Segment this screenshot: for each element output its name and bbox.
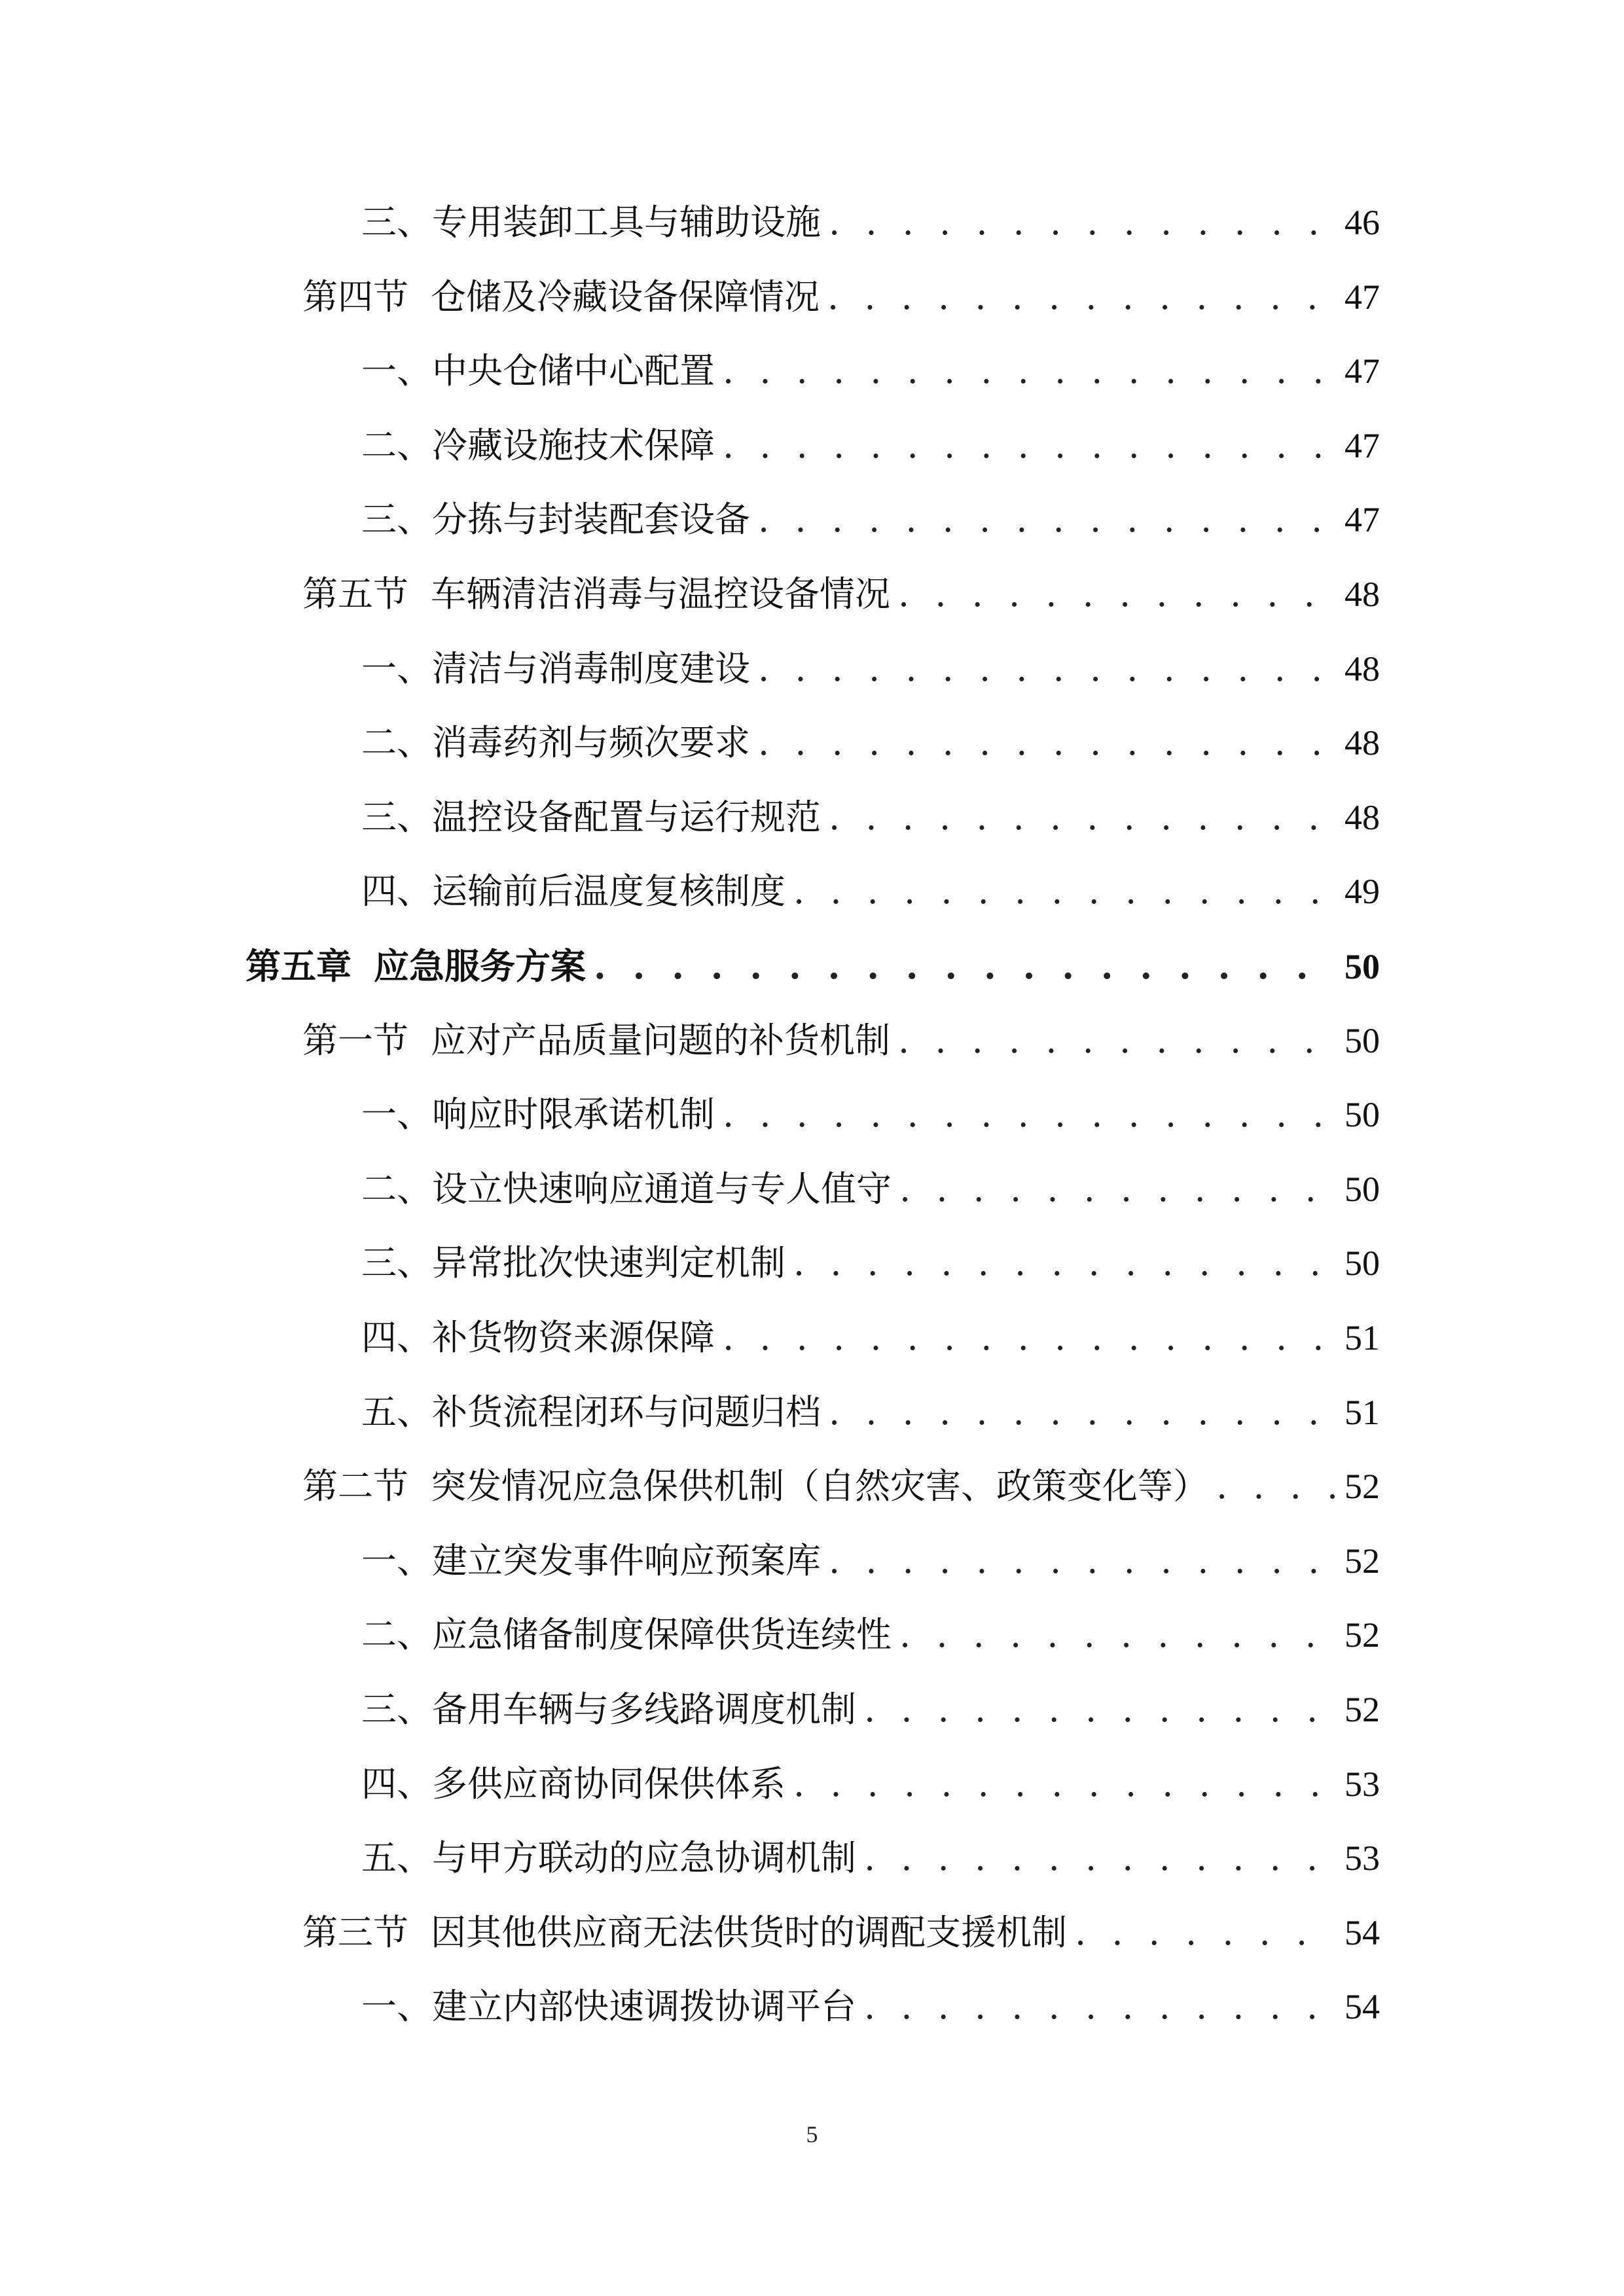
page-number: 5 [806, 2121, 818, 2147]
toc-entry[interactable] [361, 791, 1380, 844]
toc-entry-page-number: 47 [1344, 351, 1380, 391]
toc-entry[interactable] [361, 865, 1380, 918]
toc-entry-page-number: 48 [1344, 649, 1380, 689]
toc-entry-prefix: 二、 [361, 424, 432, 466]
toc-entry-title: 消毒药剂与频次要求 [432, 722, 750, 764]
toc-leader-dots [827, 271, 1335, 323]
toc-entry-page-number: 50 [1344, 1169, 1380, 1209]
toc-entry-prefix: 五、 [361, 1391, 432, 1433]
toc-entry[interactable] [302, 568, 1380, 620]
toc-entry-prefix: 一、 [361, 350, 432, 392]
toc-entry[interactable] [302, 1460, 1380, 1513]
toc-entry-page-number: 52 [1344, 1690, 1380, 1729]
toc-entry[interactable] [361, 1535, 1380, 1587]
toc-entry-prefix: 二、 [361, 722, 432, 764]
toc-entry-title: 温控设备配置与运行规范 [432, 796, 821, 838]
toc-entry[interactable] [361, 493, 1380, 546]
toc-entry[interactable] [361, 196, 1380, 249]
toc-entry-prefix: 一、 [361, 647, 432, 689]
toc-entry-page-number: 54 [1344, 1987, 1380, 2027]
toc-entry-prefix: 二、 [361, 1614, 432, 1656]
toc-leader-dots [723, 1312, 1335, 1364]
toc-entry-page-number: 48 [1344, 797, 1380, 837]
toc-entry-title: 备用车辆与多线路调度机制 [432, 1689, 856, 1730]
toc-entry-prefix: 四、 [361, 1763, 432, 1804]
toc-entry[interactable] [361, 1609, 1380, 1661]
toc-leader-dots [723, 345, 1335, 397]
toc-entry-page-number: 47 [1344, 500, 1380, 540]
toc-entry[interactable] [361, 420, 1380, 472]
toc-leader-dots [829, 1386, 1335, 1439]
toc-leader-dots [793, 1237, 1335, 1289]
toc-entry-title: 异常批次快速判定机制 [432, 1242, 785, 1284]
toc-entry[interactable] [361, 717, 1380, 769]
toc-entry-title: 运输前后温度复核制度 [432, 870, 785, 912]
toc-entry-prefix: 一、 [361, 1986, 432, 2028]
toc-entry-prefix: 三、 [361, 202, 432, 243]
toc-entry-prefix: 三、 [361, 499, 432, 541]
toc-leader-dots [864, 1981, 1335, 2033]
toc-leader-dots [899, 1609, 1335, 1661]
toc-entry-title: 专用装卸工具与辅助设施 [432, 202, 821, 243]
toc-entry-title: 与甲方联动的应急协调机制 [432, 1837, 856, 1879]
toc-entry-prefix: 五、 [361, 1837, 432, 1879]
toc-leader-dots [864, 1832, 1335, 1884]
toc-entry-prefix: 第二节 [302, 1465, 408, 1507]
toc-entry-title: 设立快速响应通道与专人值守 [432, 1168, 892, 1210]
toc-leader-dots [898, 1014, 1335, 1067]
toc-entry-prefix: 第一节 [302, 1019, 408, 1061]
toc-entry-page-number: 51 [1344, 1318, 1380, 1357]
toc-entry-prefix: 一、 [361, 1094, 432, 1136]
toc-entry[interactable] [361, 1237, 1380, 1289]
toc-entry-prefix: 四、 [361, 1317, 432, 1358]
toc-entry[interactable] [302, 1907, 1380, 1959]
toc-entry-prefix: 二、 [361, 1168, 432, 1210]
toc-leader-dots [758, 493, 1335, 546]
toc-entry-page-number: 52 [1344, 1467, 1380, 1507]
toc-entry-prefix: 三、 [361, 796, 432, 838]
toc-entry[interactable] [302, 1014, 1380, 1067]
toc-leader-dots [723, 1088, 1335, 1141]
toc-entry-page-number: 52 [1344, 1541, 1380, 1581]
toc-entry-prefix: 第五章 [245, 945, 352, 987]
toc-entry-page-number: 51 [1344, 1392, 1380, 1432]
toc-entry-title: 补货流程闭环与问题归档 [432, 1391, 821, 1433]
toc-entry-title: 车辆清洁消毒与温控设备情况 [431, 573, 890, 615]
toc-entry-page-number: 50 [1344, 947, 1380, 986]
toc-entry[interactable] [361, 1758, 1380, 1810]
toc-entry-prefix: 三、 [361, 1242, 432, 1284]
toc-entry-title: 应对产品质量问题的补货机制 [431, 1019, 890, 1061]
toc-entry-page-number: 50 [1344, 1244, 1380, 1283]
toc-entry-page-number: 48 [1344, 575, 1380, 614]
toc-entry-title: 中央仓储中心配置 [432, 350, 715, 392]
toc-leader-dots [793, 1758, 1335, 1810]
toc-entry[interactable] [361, 1683, 1380, 1736]
toc-entry-title: 分拣与封装配套设备 [432, 499, 750, 541]
toc-leader-dots [829, 196, 1335, 249]
toc-entry-prefix: 一、 [361, 1539, 432, 1581]
toc-entry-title: 建立内部快速调拨协调平台 [432, 1986, 856, 2028]
toc-entry-title: 多供应商协同保供体系 [432, 1763, 785, 1804]
toc-entry-page-number: 47 [1344, 277, 1380, 317]
toc-entry-page-number: 50 [1344, 1095, 1380, 1135]
toc-entry-prefix: 第四节 [302, 276, 408, 317]
toc-entry-page-number: 54 [1344, 1912, 1380, 1952]
toc-leader-dots [829, 1535, 1335, 1587]
toc-entry-title: 清洁与消毒制度建设 [432, 647, 750, 689]
toc-entry-title: 建立突发事件响应预案库 [432, 1539, 821, 1581]
toc-entry[interactable] [361, 1312, 1380, 1364]
toc-entry-title: 因其他供应商无法供货时的调配支援机制 [431, 1911, 1067, 1953]
toc-entry-title: 应急储备制度保障供货连续性 [432, 1614, 892, 1656]
toc-entry-page-number: 53 [1344, 1764, 1380, 1804]
toc-leader-dots [898, 568, 1335, 620]
toc-entry-page-number: 50 [1344, 1020, 1380, 1060]
toc-entry-title: 补货物资来源保障 [432, 1317, 715, 1358]
toc-entry-page-number: 47 [1344, 425, 1380, 465]
toc-entry-page-number: 52 [1344, 1615, 1380, 1655]
toc-entry[interactable] [361, 1832, 1380, 1884]
toc-leader-dots [758, 717, 1335, 769]
toc-leader-dots [829, 791, 1335, 844]
toc-entry[interactable] [361, 1163, 1380, 1215]
toc-entry-page-number: 53 [1344, 1839, 1380, 1878]
toc-entry-page-number: 48 [1344, 723, 1380, 763]
toc-entry[interactable] [245, 940, 1380, 992]
toc-leader-dots [1216, 1460, 1335, 1513]
toc-leader-dots [723, 420, 1335, 472]
toc-leader-dots [864, 1683, 1335, 1736]
toc-entry-prefix: 第三节 [302, 1911, 408, 1953]
toc-entry[interactable] [361, 345, 1380, 397]
toc-entry-title: 仓储及冷藏设备保障情况 [431, 276, 820, 317]
toc-entry-prefix: 四、 [361, 870, 432, 912]
toc-leader-dots [793, 865, 1335, 918]
toc-leader-dots [1075, 1907, 1335, 1959]
toc-entry[interactable] [361, 1386, 1380, 1439]
toc-entry-prefix: 三、 [361, 1689, 432, 1730]
toc-entry[interactable] [361, 1088, 1380, 1141]
toc-leader-dots [594, 940, 1335, 992]
toc-entry-title: 冷藏设施技术保障 [432, 424, 715, 466]
toc-entry-page-number: 49 [1344, 872, 1380, 912]
toc-leader-dots [758, 643, 1335, 695]
toc-entry-prefix: 第五节 [302, 573, 408, 615]
toc-entry[interactable] [361, 643, 1380, 695]
toc-leader-dots [899, 1163, 1335, 1215]
toc-entry[interactable] [302, 271, 1380, 323]
toc-entry-page-number: 46 [1344, 203, 1380, 242]
toc-entry-title: 响应时限承诺机制 [432, 1094, 715, 1136]
toc-entry-title: 突发情况应急保供机制（自然灾害、政策变化等） [431, 1465, 1208, 1507]
toc-entry[interactable] [361, 1981, 1380, 2033]
toc-entry-title: 应急服务方案 [374, 945, 586, 987]
